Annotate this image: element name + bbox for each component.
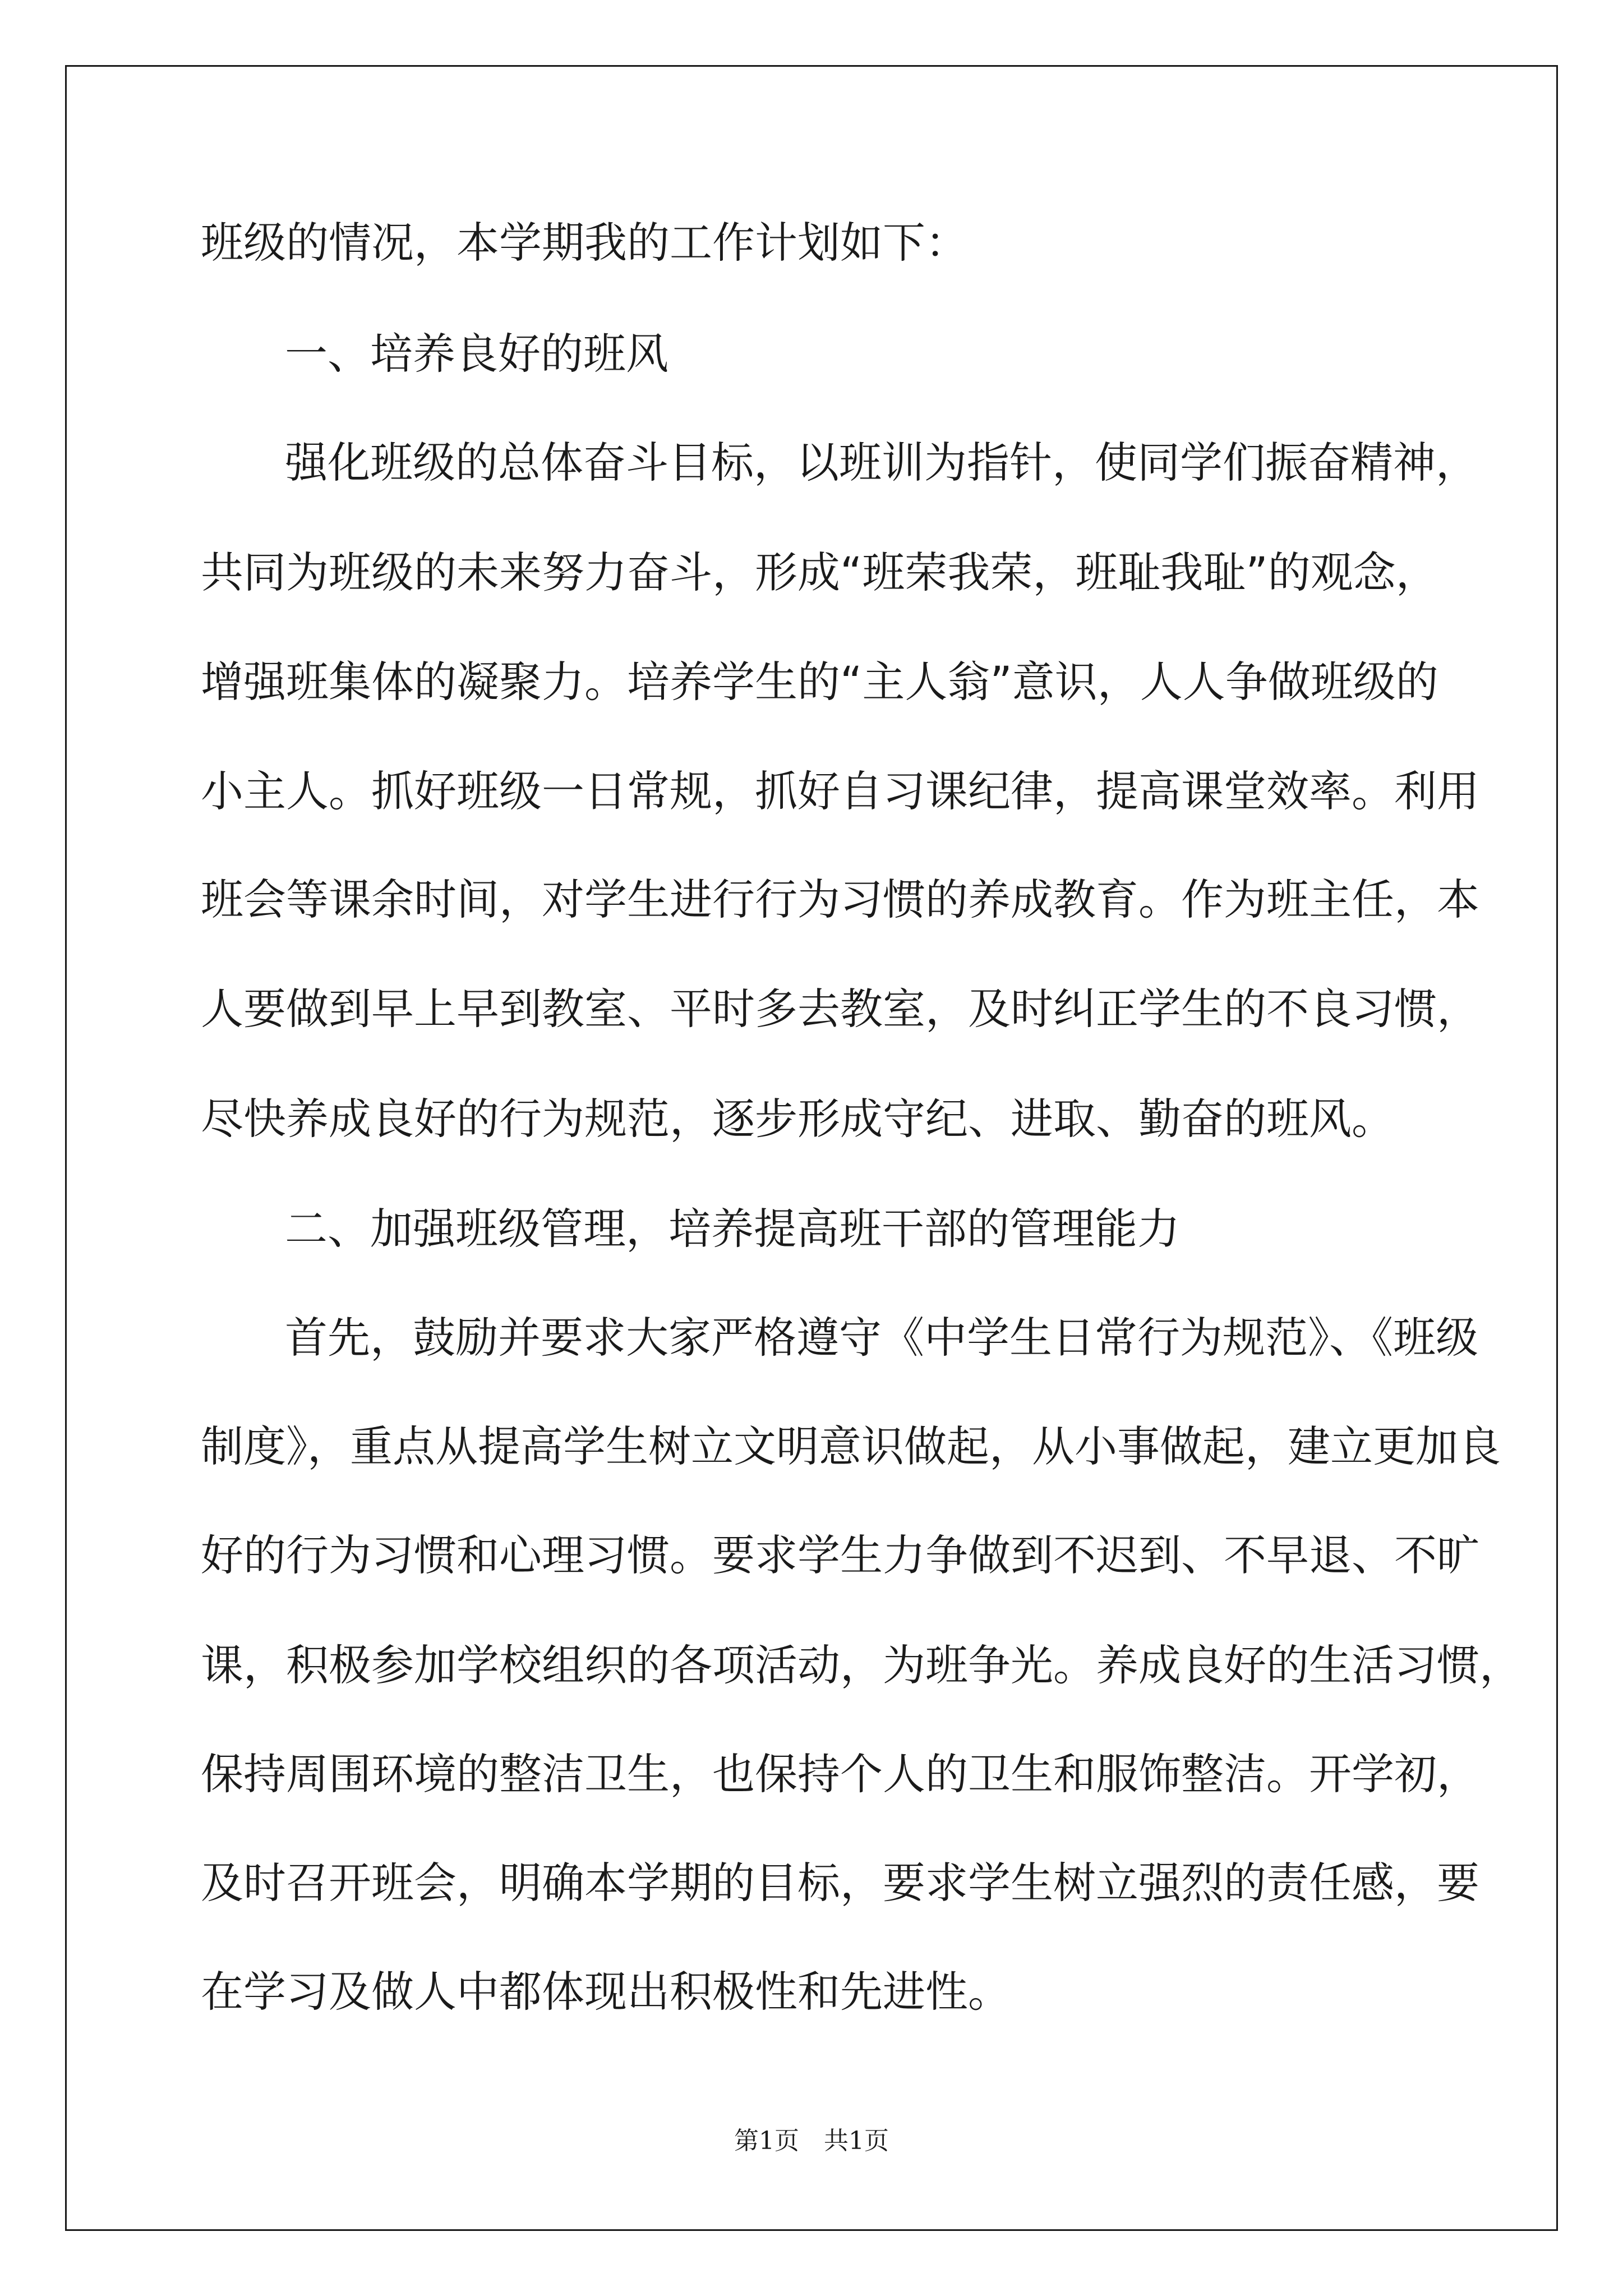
text-line: 课，积极参加学校组织的各项活动，为班争光。养成良好的生活习惯， <box>201 1640 1522 1690</box>
text-line: 好的行为习惯和心理习惯。要求学生力争做到不迟到、不早退、不旷 <box>201 1530 1479 1580</box>
text-line: 增强班集体的凝聚力。培养学生的“主人翁”意识，人人争做班级的 <box>201 657 1438 707</box>
text-line: 人要做到早上早到教室、平时多去教室，及时纠正学生的不良习惯， <box>201 984 1479 1034</box>
text-line: 班会等课余时间，对学生进行行为习惯的养成教育。作为班主任，本 <box>201 875 1479 924</box>
text-line: 制度》，重点从提高学生树立文明意识做起，从小事做起，建立更加良 <box>201 1421 1501 1471</box>
text-line: 共同为班级的未来努力奋斗，形成“班荣我荣，班耻我耻”的观念， <box>201 547 1438 597</box>
text-line: 尽快养成良好的行为规范，逐步形成守纪、进取、勤奋的班风。 <box>201 1094 1394 1144</box>
text-line: 班级的情况，本学期我的工作计划如下： <box>201 218 968 268</box>
text-line: 首先，鼓励并要求大家严格遵守《中学生日常行为规范》、《班级 <box>285 1313 1478 1363</box>
text-line: 在学习及做人中都体现出积极性和先进性。 <box>201 1967 1011 2017</box>
text-line: 保持周围环境的整洁卫生，也保持个人的卫生和服饰整洁。开学初， <box>201 1749 1479 1799</box>
section-heading: 二、加强班级管理，培养提高班干部的管理能力 <box>285 1204 1180 1254</box>
text-line: 强化班级的总体奋斗目标，以班训为指针，使同学们振奋精神， <box>285 438 1478 487</box>
text-line: 及时召开班会，明确本学期的目标，要求学生树立强烈的责任感，要 <box>201 1858 1479 1908</box>
text-line: 小主人。抓好班级一日常规，抓好自习课纪律，提高课堂效率。利用 <box>201 766 1479 816</box>
page-number: 第1页 共1页 <box>734 2127 889 2155</box>
section-heading: 一、培养良好的班风 <box>285 329 668 379</box>
